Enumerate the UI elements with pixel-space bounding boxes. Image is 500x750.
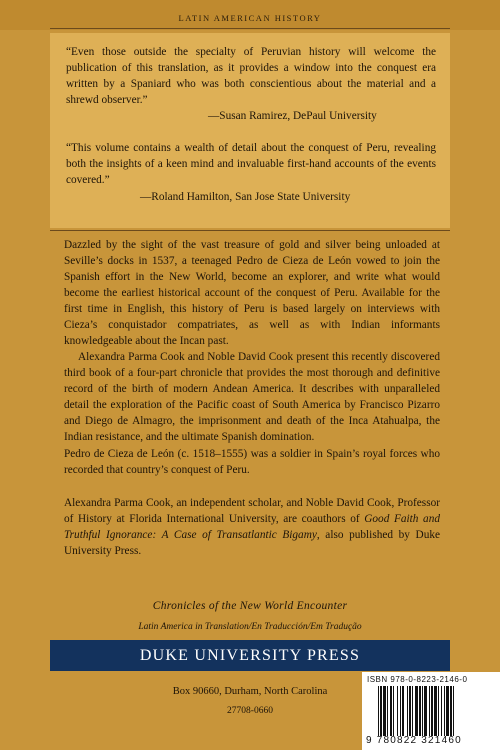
author-bio-text: Pedro de Cieza de León (c. 1518–1555) was a soldier in Spain’s royal forces who recorded that country’s conquest of Peru.: [64, 448, 440, 476]
publisher-name: DUKE UNIVERSITY PRESS: [139, 647, 361, 664]
subject-category-label: LATIN AMERICAN HISTORY: [178, 13, 322, 23]
publisher-zip: 27708-0660: [227, 706, 273, 716]
blurb-attribution-1: —Susan Ramirez, DePaul University: [208, 110, 377, 122]
isbn-label: ISBN 978-0-8223-2146-0: [367, 675, 468, 684]
blurb-quote-1: “Even those outside the specialty of Peruvian history will welcome the publication of this translation, as it provides a window into the conquest era written by a Spaniard who was both conscientious about the material and a shrewd observer.”: [66, 46, 436, 106]
panel-bottom-rule: [50, 230, 450, 231]
barcode-icon: [378, 686, 490, 736]
publisher-address: Box 90660, Durham, North Carolina: [172, 686, 328, 697]
description-paragraph-1: Dazzled by the sight of the vast treasure of gold and silver being unloaded at Seville’s docks in 1537, a teenaged Pedro de Cieza de León vowed to join the Spanish effort in the New World, become an explorer, and write what would become the earliest historical account of the conquest of Peru. Available for the first time in English, this history of Peru is based largely on interviews with Cieza’s conquistador compatriates, as well as with Indian informants knowledgeable about the Incan past.: [64, 239, 440, 347]
blurb-attribution-2: —Roland Hamilton, San Jose State University: [140, 191, 351, 203]
publisher-banner: [50, 640, 450, 671]
series-title: Chronicles of the New World Encounter: [152, 600, 348, 612]
author-bio: [64, 446, 440, 478]
blurb-quote-2: “This volume contains a wealth of detail about the conquest of Peru, revealing both the insights of a keen mind and invaluable first-hand accounts of the events covered.”: [66, 142, 436, 186]
editors-bio-text: Alexandra Parma Cook, an independent scholar, and Noble David Cook, Professor of History at Florida International University, are coauthors of: [64, 497, 440, 525]
editors-book-title: Good Faith and Truthful Ignorance: A Case of Transatlantic Bigamy: [64, 513, 440, 541]
description: [64, 237, 440, 445]
editors-bio: [64, 495, 440, 559]
editors-bio-tail: , also published by Duke University Press.: [64, 529, 441, 557]
top-rule: [50, 28, 450, 29]
series-subtitle: Latin America in Translation/En Traducción/Em Tradução: [138, 622, 362, 632]
description-paragraph-2: Alexandra Parma Cook and Noble David Cook present this recently discovered third book of a four-part chronicle that provides the most thorough and definitive record of the birth of modern Andean America. It describes with unparalleled detail the exploration of the Pacific coast of South America by Francisco Pizarro and Diego de Almagro, the imprisonment and death of the Inca Atahualpa, the Indian resistance, and the ultimate Spanish domination.: [64, 351, 440, 443]
barcode-digits: 9 780822 321460: [366, 735, 462, 746]
